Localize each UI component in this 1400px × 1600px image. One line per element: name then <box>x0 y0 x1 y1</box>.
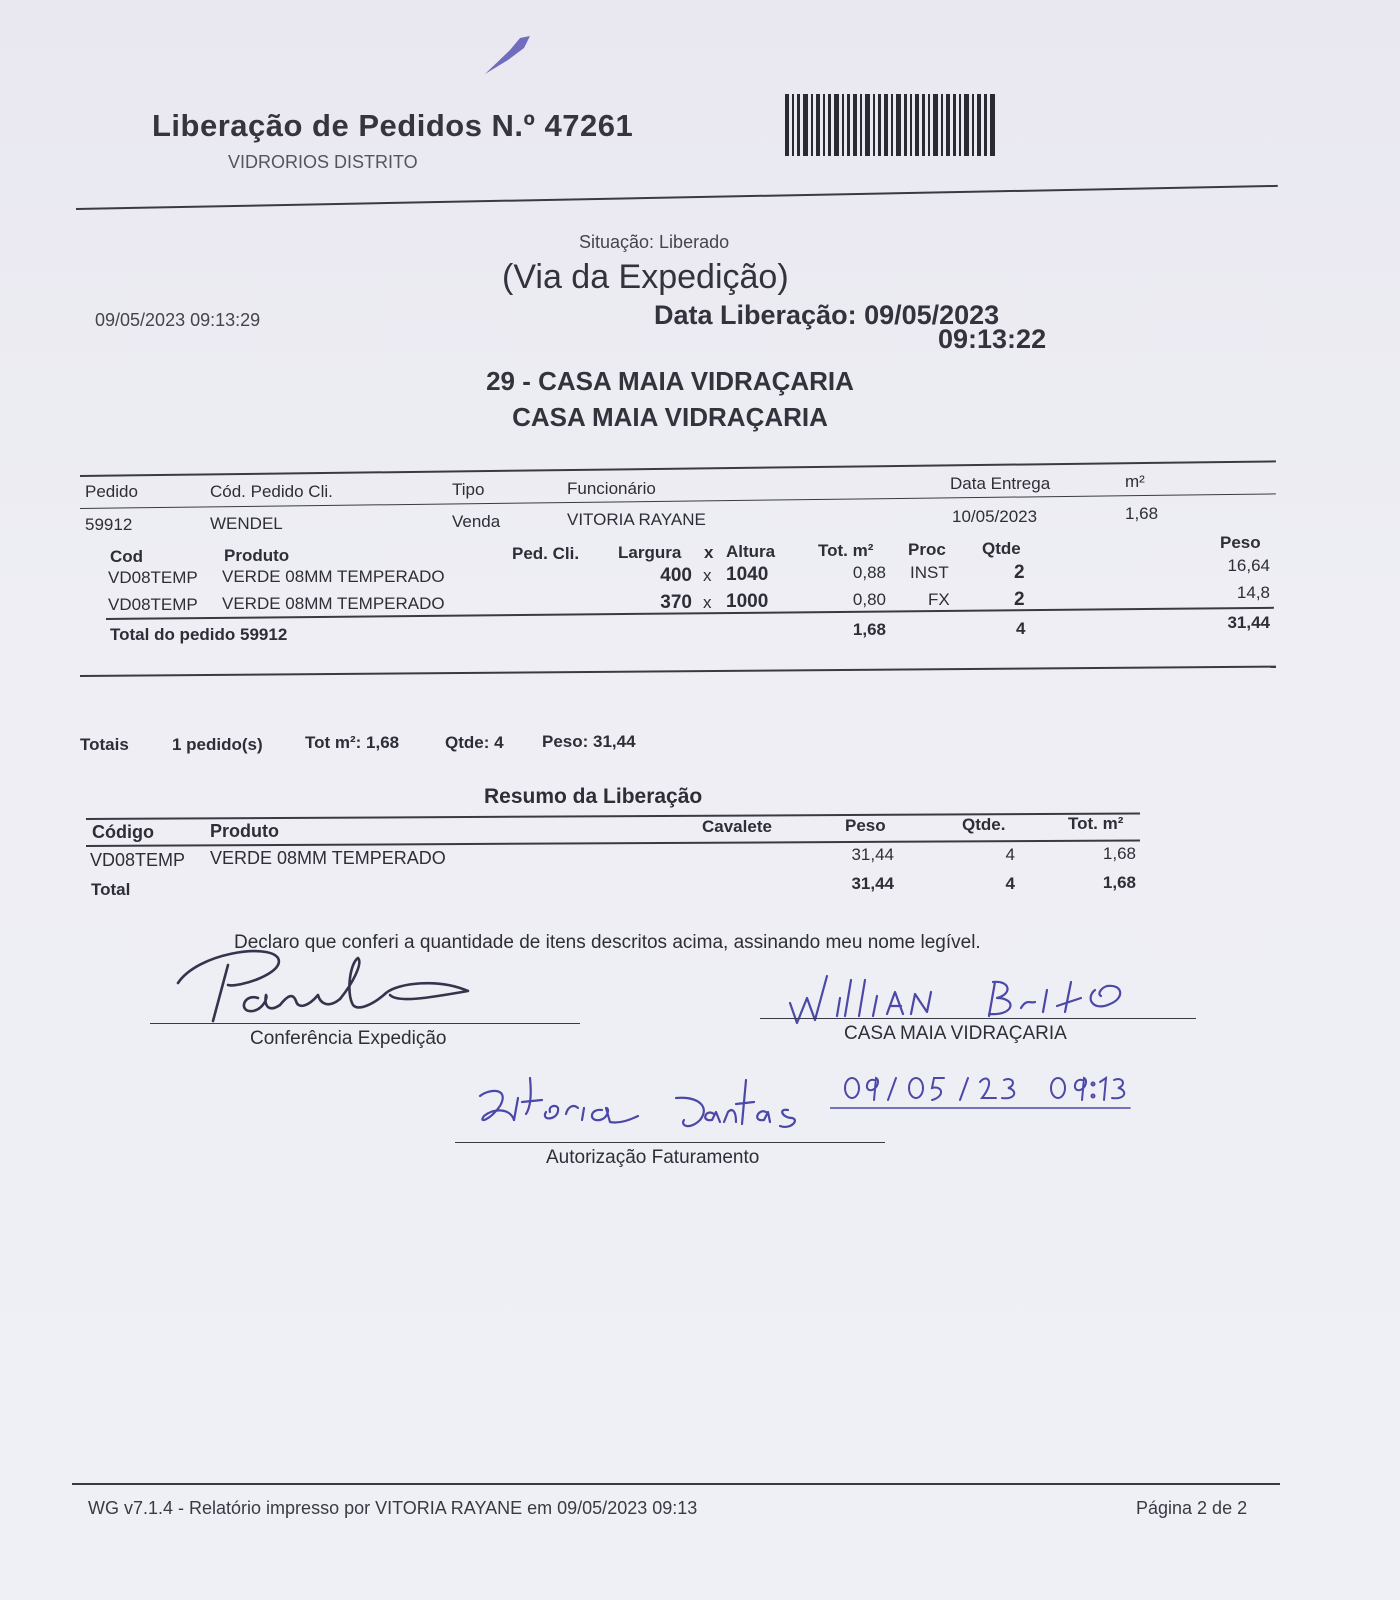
header-divider <box>76 185 1278 210</box>
barcode <box>785 94 997 156</box>
declaration-text: Declaro que conferi a quantidade de itens descritos acima, assinando meu nome legível. <box>234 932 981 953</box>
label-data-entrega: Data Entrega <box>950 474 1051 493</box>
resumo-col-produto: Produto <box>210 821 279 841</box>
row-proc: FX <box>928 590 950 609</box>
signature-conferencia <box>168 943 498 1023</box>
via-label: (Via da Expedição) <box>502 258 789 296</box>
resumo-title: Resumo da Liberação <box>484 785 703 808</box>
data-liberacao: Data Liberação: 09/05/2023 <box>654 300 1000 330</box>
value-cod-pedido-cli: WENDEL <box>210 514 283 533</box>
label-tipo: Tipo <box>452 480 485 499</box>
totais-qtde: Qtde: 4 <box>445 733 504 752</box>
row-produto: VERDE 08MM TEMPERADO <box>222 594 445 613</box>
col-qtde: Qtde <box>982 539 1021 558</box>
row-altura: 1000 <box>726 591 769 612</box>
label-cod-pedido-cli: Cód. Pedido Cli. <box>210 482 333 501</box>
row-x: x <box>703 566 712 585</box>
row-tot-m2: 0,88 <box>852 563 886 582</box>
row-x: x <box>703 593 712 612</box>
signature-cliente <box>785 968 1165 1028</box>
resumo-col-codigo: Código <box>92 822 154 842</box>
pen-mark <box>480 30 540 80</box>
cliente-line <box>760 1018 1196 1019</box>
cliente-label: CASA MAIA VIDRAÇARIA <box>844 1023 1067 1044</box>
footer-printed-by: WG v7.1.4 - Relatório impresso por VITORIA RAYANE em 09/05/2023 09:13 <box>88 1498 698 1518</box>
resumo-col-cavalete: Cavalete <box>702 817 772 836</box>
col-altura: Altura <box>726 542 776 561</box>
client-line1: 29 - CASA MAIA VIDRAÇARIA <box>486 366 854 396</box>
row-largura: 370 <box>660 592 692 613</box>
company-name: VIDRORIOS DISTRITO <box>228 152 418 172</box>
footer-divider <box>72 1483 1280 1485</box>
label-pedido: Pedido <box>85 482 138 501</box>
resumo-total-tot-m2: 1,68 <box>1102 873 1136 892</box>
resumo-col-qtde: Qtde. <box>962 815 1006 834</box>
resumo-row-qtde: 4 <box>1005 845 1015 864</box>
row-cod: VD08TEMP <box>108 568 198 587</box>
col-x: x <box>704 543 714 562</box>
label-funcionario: Funcionário <box>567 479 656 498</box>
value-pedido: 59912 <box>85 515 133 534</box>
row-largura: 400 <box>660 565 692 586</box>
value-m2: 1,68 <box>1125 504 1159 523</box>
totais-label: Totais <box>80 735 129 754</box>
row-peso: 14,8 <box>1236 583 1270 602</box>
col-largura: Largura <box>618 543 682 562</box>
resumo-col-tot-m2: Tot. m² <box>1068 814 1124 833</box>
row-cod: VD08TEMP <box>108 595 198 614</box>
order-bottom-divider <box>80 666 1276 677</box>
footer-page: Página 2 de 2 <box>1136 1498 1248 1518</box>
col-produto: Produto <box>224 546 290 565</box>
total-pedido-m2: 1,68 <box>852 620 886 639</box>
col-ped-cli: Ped. Cli. <box>512 544 580 563</box>
resumo-row-tot-m2: 1,68 <box>1102 844 1136 863</box>
totais-m2: Tot m²: 1,68 <box>305 733 400 752</box>
col-proc: Proc <box>908 540 946 559</box>
total-pedido-peso: 31,44 <box>1227 613 1270 632</box>
row-qtde: 2 <box>1014 562 1025 583</box>
printed-timestamp: 09/05/2023 09:13:29 <box>95 310 261 330</box>
row-tot-m2: 0,80 <box>852 590 886 609</box>
autorizacao-line <box>455 1142 885 1143</box>
col-cod: Cod <box>110 547 144 566</box>
resumo-row-codigo: VD08TEMP <box>90 850 186 870</box>
total-pedido-qtde: 4 <box>1016 619 1026 638</box>
row-peso: 16,64 <box>1227 556 1270 575</box>
resumo-total-qtde: 4 <box>1005 874 1015 893</box>
resumo-total-peso: 31,44 <box>851 874 894 893</box>
totais-peso: Peso: 31,44 <box>542 732 636 751</box>
resumo-row-peso: 31,44 <box>851 845 894 864</box>
status-situacao: Situação: Liberado <box>579 232 730 252</box>
conferencia-label: Conferência Expedição <box>250 1028 447 1049</box>
row-qtde: 2 <box>1014 589 1025 610</box>
row-proc: INST <box>910 563 949 582</box>
client-line2: CASA MAIA VIDRAÇARIA <box>512 402 828 432</box>
total-pedido-label: Total do pedido 59912 <box>110 625 288 644</box>
totais-pedidos: 1 pedido(s) <box>172 735 263 754</box>
document-title: Liberação de Pedidos N.º 47261 <box>152 108 634 143</box>
label-m2: m² <box>1125 472 1145 491</box>
autorizacao-label: Autorização Faturamento <box>546 1147 760 1168</box>
order-top-divider <box>80 460 1276 477</box>
row-produto: VERDE 08MM TEMPERADO <box>222 567 445 586</box>
data-liberacao-time: 09:13:22 <box>938 324 1047 354</box>
handwritten-datetime <box>830 1070 1160 1114</box>
resumo-row-produto: VERDE 08MM TEMPERADO <box>210 848 446 868</box>
value-tipo: Venda <box>452 512 501 531</box>
conferencia-line <box>150 1023 580 1024</box>
signature-autorizacao <box>470 1068 820 1148</box>
resumo-total-label: Total <box>91 880 131 899</box>
value-data-entrega: 10/05/2023 <box>952 507 1038 526</box>
row-altura: 1040 <box>726 564 769 585</box>
value-funcionario: VITORIA RAYANE <box>567 510 706 529</box>
col-tot-m2: Tot. m² <box>818 541 874 560</box>
resumo-col-peso: Peso <box>845 816 886 835</box>
col-peso: Peso <box>1220 533 1261 552</box>
